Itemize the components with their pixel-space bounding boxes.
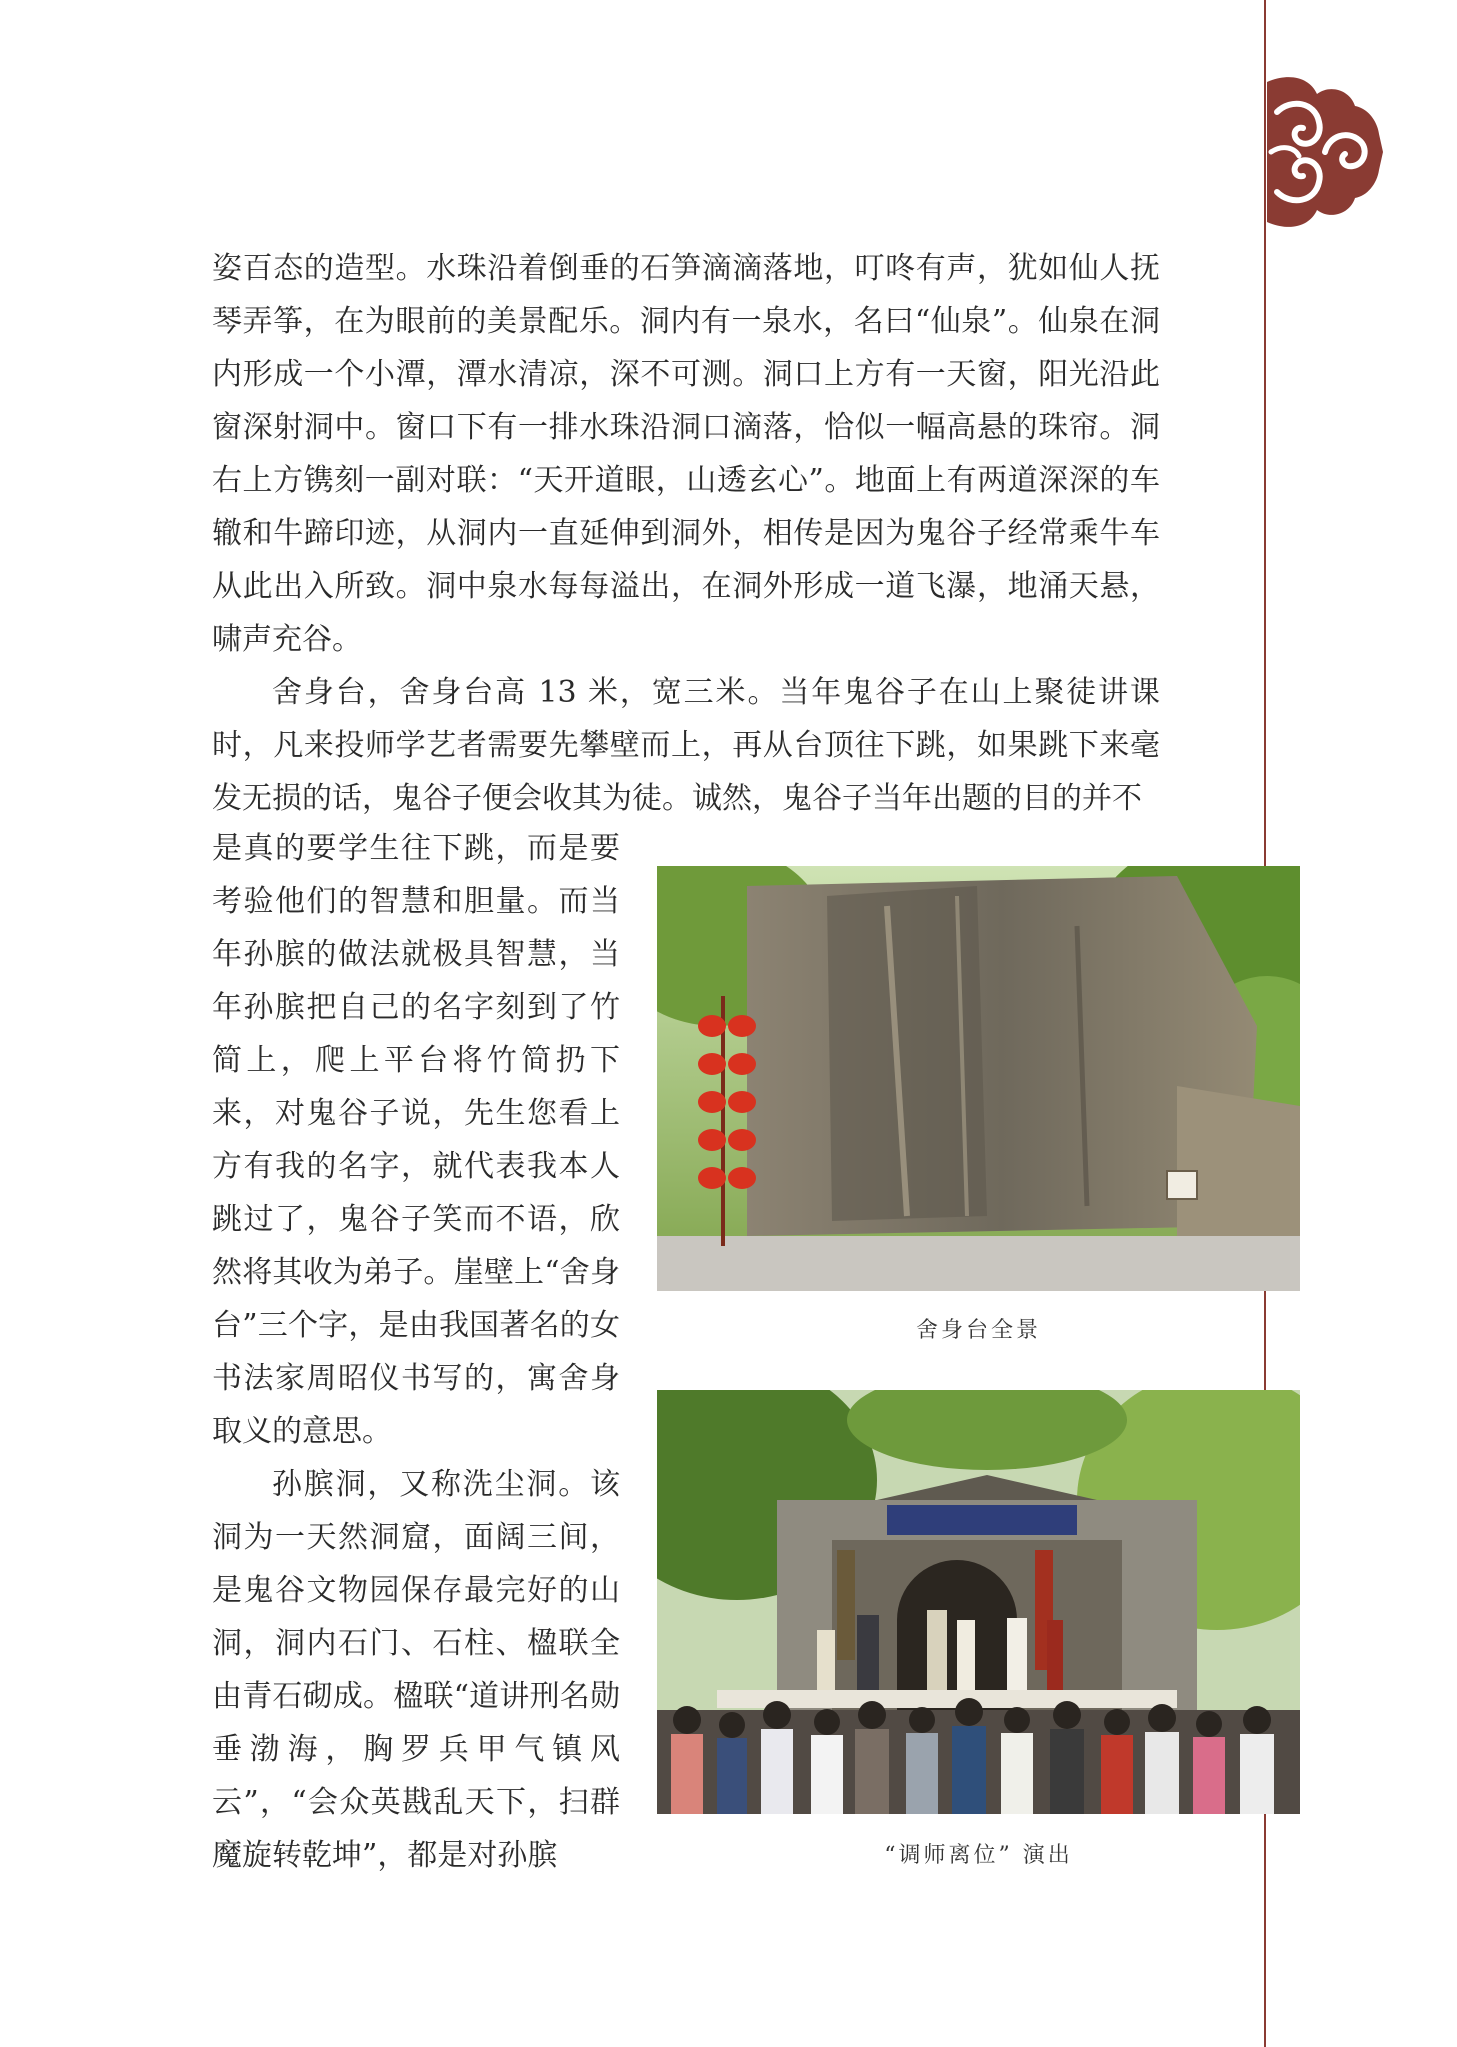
figure-caption: “调师离位” 演出 [884, 1843, 1073, 1868]
paragraph-continuation: 是真的要学生往下跳，而是要考验他们的智慧和胆量。而当年孙膑的做法就极具智慧，当年孙膑把自己的名字刻到了竹简上，爬上平台将竹简扔下来，对鬼谷子说，先生您看上方有我的名字，就代表我本人跳过了，鬼谷子笑而不语，欣然将其收为弟子。崖壁上“舍身台”三个字，是由我国著名的女书法家周昭仪书写的，寓舍身取义的意思。 [212, 831, 620, 1449]
cloud-ornament-icon [1255, 72, 1383, 232]
photo-sheshentai [657, 866, 1300, 1291]
photo-performance [657, 1390, 1300, 1814]
body-text-full-width [212, 242, 1160, 825]
figure-caption: 舍身台全景 [915, 1318, 1041, 1343]
paragraph: 姿百态的造型。水珠沿着倒垂的石笋滴滴落地，叮咚有声，犹如仙人抚琴弄筝，在为眼前的美景配乐。洞内有一泉水，名曰“仙泉”。仙泉在洞内形成一个小潭，潭水清凉，深不可测。洞口上方有一天窗，阳光沿此窗深射洞中。窗口下有一排水珠沿洞口滴落，恰似一幅高悬的珠帘。洞右上方镌刻一副对联：“天开道眼，山透玄心”。地面上有两道深深的车辙和牛蹄印迹，从洞内一直延伸到洞外，相传是因为鬼谷子经常乘牛车从此出入所致。洞中泉水每每溢出，在洞外形成一道飞瀑，地涌天悬，啸声充谷。 [212, 251, 1160, 657]
paragraph: 孙膑洞，又称洗尘洞。该洞为一天然洞窟，面阔三间，是鬼谷文物园保存最完好的山洞，洞内石门、石柱、楹联全由青石砌成。楹联“道讲刑名勋垂渤海，胸罗兵甲气镇风云”，“会众英戡乱天下，扫群魔旋转乾坤”，都是对孙膑 [212, 1467, 620, 1873]
body-text-narrow-column [212, 822, 620, 1882]
paragraph: 舍身台，舍身台高 13 米，宽三米。当年鬼谷子在山上聚徒讲课时，凡来投师学艺者需要先攀壁而上，再从台顶往下跳，如果跳下来毫发无损的话，鬼谷子便会收其为徒。诚然，鬼谷子当年出题的目的并不 [212, 675, 1160, 816]
